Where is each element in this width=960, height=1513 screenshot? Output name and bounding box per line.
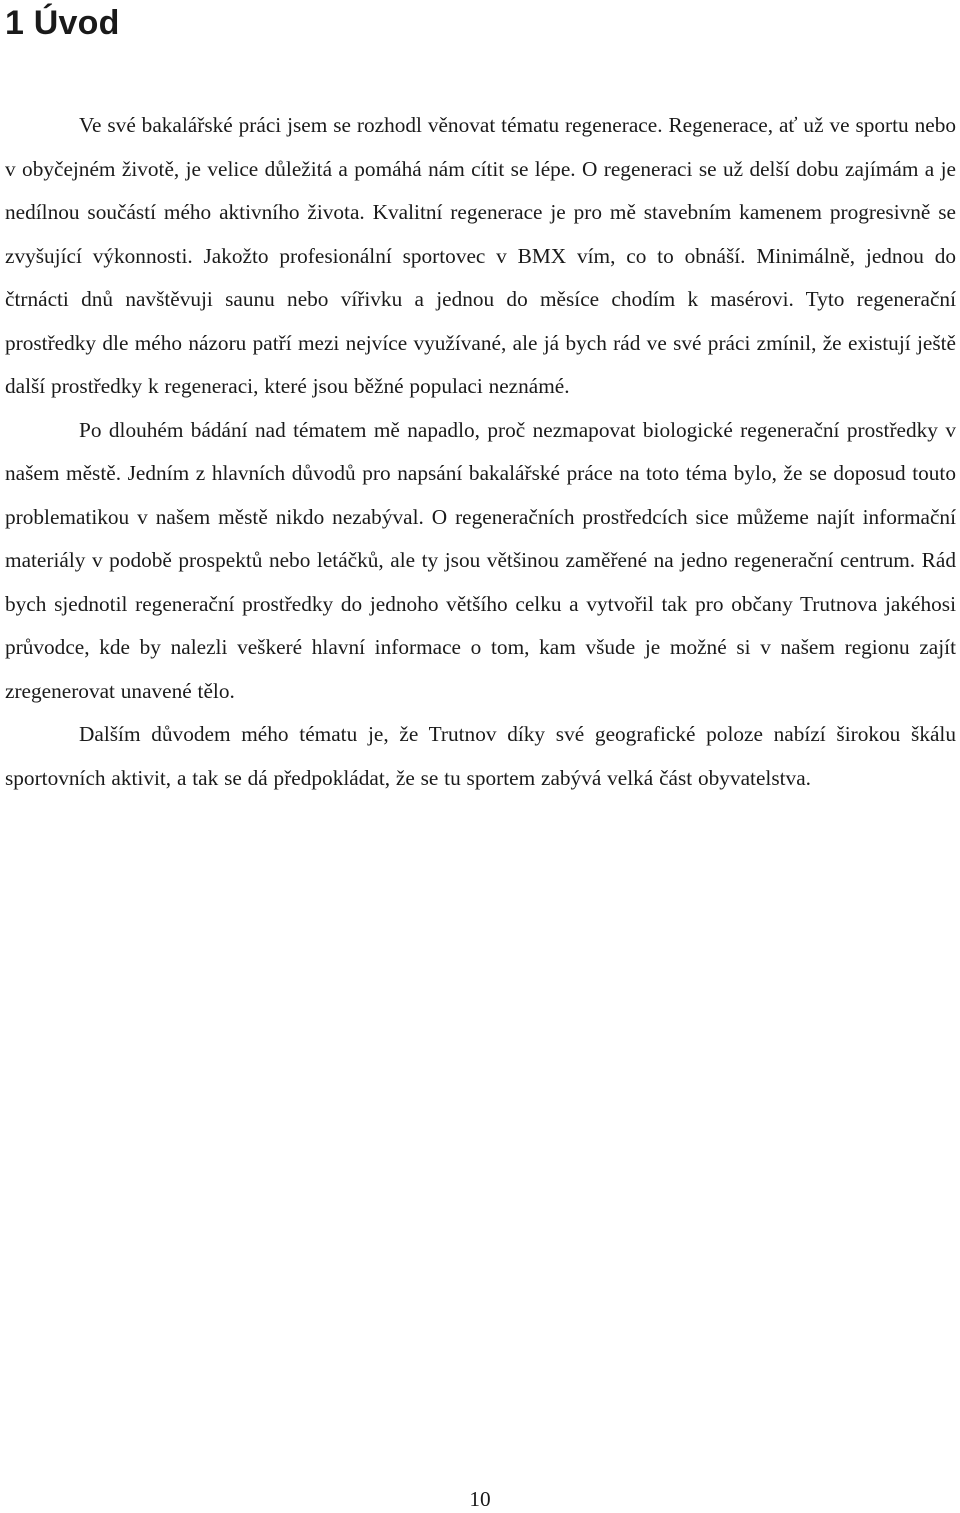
paragraph-2: Po dlouhém bádání nad tématem mě napadlo, proč nezmapovat biologické regenerační prostředky v našem městě. Jedním z hlavních důvodů pro napsání bakalářské práce na toto téma bylo, že se doposud touto problematikou v našem městě nikdo nezabýval. O regeneračních prostředcích sice můžeme najít informační materiály v podobě prospektů nebo letáčků, ale ty jsou většinou zaměřené na jedno regenerační centrum. Rád bych sjednotil regenerační prostředky do jednoho většího celku a vytvořil tak pro občany Trutnova jakéhosi průvodce, kde by nalezli veškeré hlavní informace o tom, kam všude je možné si v našem regionu zajít zregenerovat unavené tělo. (5, 417, 956, 703)
page-number: 10 (469, 1487, 491, 1511)
paragraph-3: Dalším důvodem mého tématu je, že Trutnov díky své geografické poloze nabízí širokou škálu sportovních aktivit, a tak se dá předpokládat, že se tu sportem zabývá velká část obyvatelstva. (5, 722, 956, 790)
paragraph-1: Ve své bakalářské práci jsem se rozhodl věnovat tématu regenerace. Regenerace, ať už ve sportu nebo v obyčejném životě, je velice důležitá a pomáhá nám cítit se lépe. O regeneraci se už delší dobu zajímám a je nedílnou součástí mého aktivního života. Kvalitní regenerace je pro mě stavebním kamenem progresivně se zvyšující výkonnosti. Jakožto profesionální sportovec v BMX vím, co to obnáší. Minimálně, jednou do čtrnácti dnů navštěvuji saunu nebo vířivku a jednou do měsíce chodím k masérovi. Tyto regenerační prostředky dle mého názoru patří mezi nejvíce využívané, ale já bych rád ve své práci zmínil, že existují ještě další prostředky k regeneraci, které jsou běžné populaci neznámé. (5, 113, 956, 398)
chapter-heading: 1 Úvod (5, 4, 120, 42)
body-text (5, 104, 956, 800)
